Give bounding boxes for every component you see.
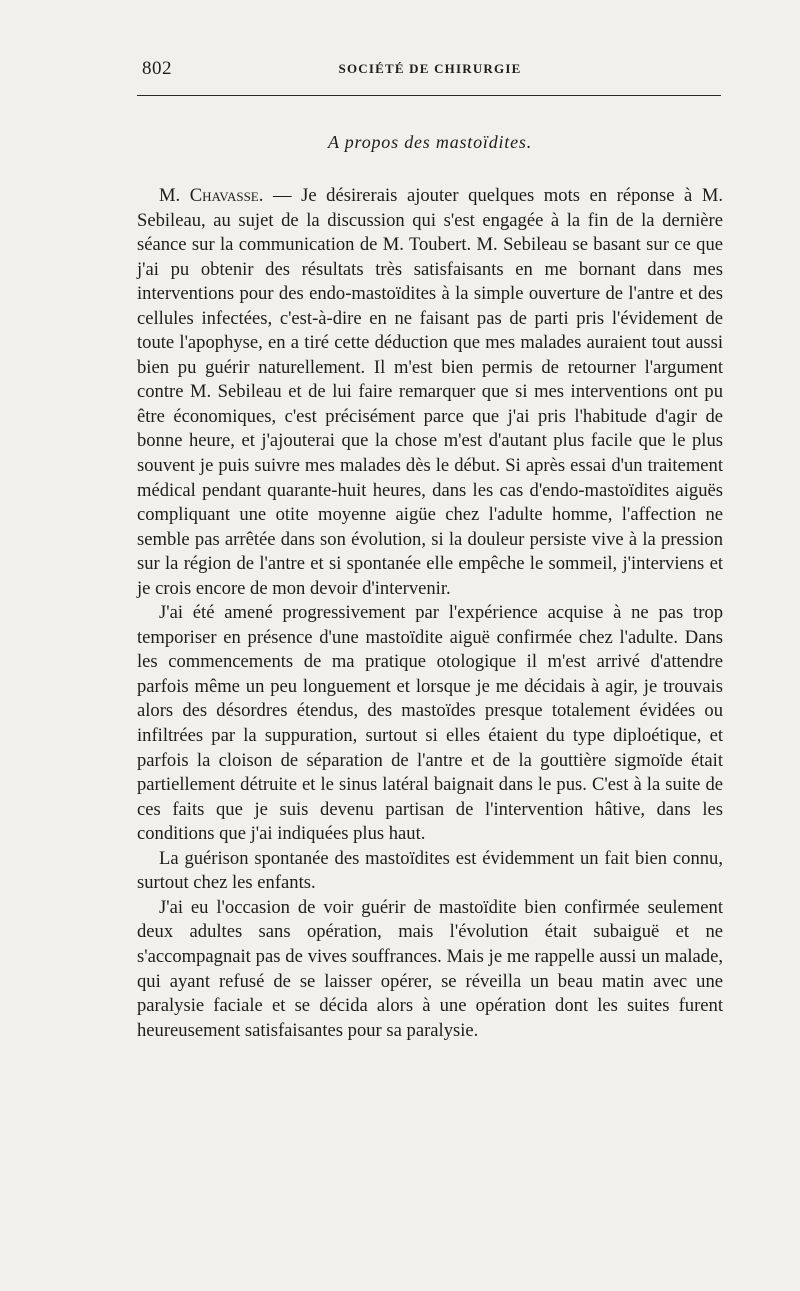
article-title: A propos des mastoïdites. [327,132,532,152]
paragraph-1-text: — Je désirerais ajouter quelques mots en réponse à M. Sebileau, au sujet de la discussion qui s'est engagée à la fin de la dernière séance sur la communication de M. Toubert. M. Sebileau se basant sur ce que j'ai pu obtenir des résultats très satisfaisants en me bornant dans mes interventions pour des endo-mastoïdites à la simple ouverture de l'antre et des cellules infectées, c'est-à-dire en ne faisant pas de parti pris l'évidement de toute l'apophyse, en a tiré cette déduction que mes malades auraient tout aussi bien pu guérir naturellement. Il m'est bien permis de retourner l'argument contre M. Sebileau et de lui faire remarquer que si mes interventions ont pu être économiques, c'est précisément parce que j'ai pris l'habitude d'agir de bonne heure, et j'ajouterai que la chose m'est d'autant plus facile que le plus souvent je puis suivre mes malades dès le début. Si après essai d'un traitement médical pendant quarante-huit heures, dans les cas d'endo-mastoïdites aiguës compliquant une otite moyenne aigüe chez l'adulte homme, l'affection ne semble pas arrêtée dans son évolution, si la douleur persiste vive à la pression sur la région de l'antre et si spontanée elle empêche le sommeil, j'interviens et je crois encore de mon devoir d'intervenir. [137,185,724,599]
page-number: 802 [142,58,172,79]
paragraph-4: J'ai eu l'occasion de voir guérir de mastoïdite bien confirmée seulement deux adultes sans opération, mais l'évolution était subaiguë et ne s'accompagnait pas de vives souffrances. Mais je me rappelle aussi un malade, qui ayant refusé de se laisser opérer, se réveilla un beau matin avec une paralysie faciale et se décida alors à une opération dont les suites furent heureusement satisfaisantes pour sa paralysie. [137,896,723,1041]
article-body [137,184,723,1043]
header-rule [137,95,721,96]
paragraph-1 [137,184,723,601]
page-header [137,58,723,88]
speaker-name: M. Chavasse. [159,185,264,206]
paragraph-3: La guérison spontanée des mastoïdites est évidemment un fait bien connu, surtout chez les enfants. [137,847,723,894]
running-head: SOCIÉTÉ DE CHIRURGIE [338,61,522,76]
paragraph-2: J'ai été amené progressivement par l'expérience acquise à ne pas trop temporiser en présence d'une mastoïdite aiguë confirmée chez l'adulte. Dans les commencements de ma pratique otologique il m'est arrivé d'attendre parfois même un peu longuement et lorsque je me décidais à agir, je trouvais alors des désordres étendus, des mastoïdes presque totalement évidées ou infiltrées par la suppuration, surtout si elles étaient du type diploétique, et parfois la cloison de séparation de l'antre et de la gouttière sigmoïde était partiellement détruite et le sinus latéral baignait dans le pus. C'est à la suite de ces faits que je suis devenu partisan de l'intervention hâtive, dans les conditions que j'ai indiquées plus haut. [137,602,723,845]
